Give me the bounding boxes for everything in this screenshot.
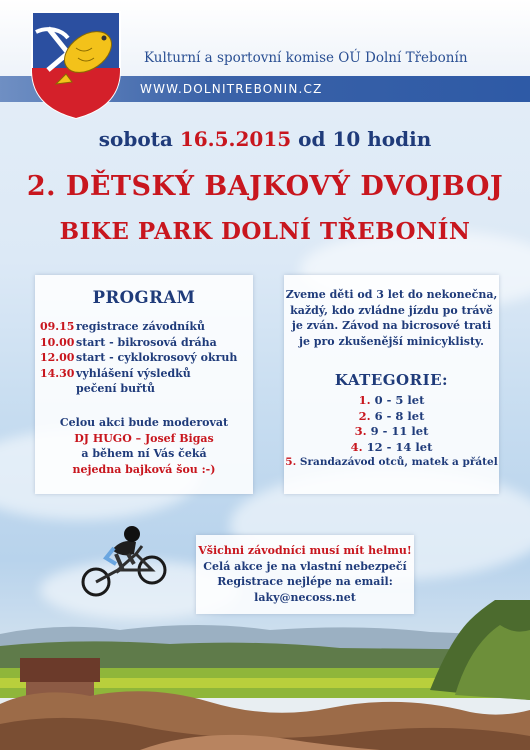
program-panel	[35, 275, 253, 494]
moderator-line: a během ní Vás čeká	[81, 447, 207, 460]
moderator-line: nejedna bajková šou :-)	[72, 462, 216, 476]
invitation-line: je pro zkušenější minicyklisty.	[299, 334, 484, 348]
date-prefix: sobota	[98, 127, 180, 151]
schedule-item	[40, 335, 237, 351]
categories-list	[284, 393, 499, 471]
category-item	[284, 440, 499, 456]
organization-name: Kulturní a sportovní komise OÚ Dolní Třebonín	[144, 50, 468, 66]
schedule-time: 14.30	[40, 366, 75, 380]
schedule-desc: start - cyklokrosový okruh	[76, 351, 238, 364]
date-suffix: od 10 hodin	[291, 127, 432, 151]
invitation-line: je zván. Závod na bicrosové trati	[291, 319, 492, 332]
category-item	[284, 393, 499, 409]
schedule-list	[40, 319, 237, 397]
schedule-item	[40, 350, 237, 366]
event-venue: BIKE PARK DOLNÍ TŘEBONÍN	[59, 218, 471, 245]
category-number: 2.	[358, 408, 371, 423]
registration-email[interactable]: laky@necoss.net	[254, 590, 356, 604]
date-value: 16.5.2015	[179, 127, 292, 151]
schedule-time: 12.00	[40, 351, 75, 364]
moderator-info	[35, 415, 253, 477]
program-heading: PROGRAM	[92, 288, 196, 307]
helmet-warning: Všichni závodníci musí mít helmu!	[198, 544, 412, 557]
invitation-line: každý, kdo zvládne jízdu po trávě	[290, 303, 493, 317]
category-label: 9 - 11 let	[366, 424, 429, 438]
category-item	[284, 409, 499, 425]
registration-info: Registrace nejlépe na email:	[217, 575, 393, 588]
risk-notice: Celá akce je na vlastní nebezpečí	[203, 559, 407, 573]
landscape-background	[0, 600, 530, 750]
schedule-time: 10.00	[40, 335, 75, 349]
category-item	[284, 455, 499, 471]
category-number: 5.	[285, 456, 297, 468]
moderator-name: DJ HUGO – Josef Bigas	[74, 431, 214, 445]
schedule-item	[40, 366, 237, 382]
category-number: 3.	[354, 424, 367, 438]
event-date	[0, 127, 530, 151]
notice-text	[196, 543, 414, 605]
website-url[interactable]: WWW.DOLNITREBONIN.CZ	[140, 82, 323, 96]
category-item	[284, 424, 499, 440]
schedule-item	[40, 319, 237, 335]
schedule-time: 09.15	[40, 320, 75, 333]
category-label: 0 - 5 let	[370, 393, 425, 407]
category-number: 1.	[358, 393, 371, 407]
category-label: Srandazávod otců, matek a přátel	[296, 456, 498, 468]
bmx-rider-image	[76, 520, 176, 600]
event-title: 2. DĚTSKÝ BAJKOVÝ DVOJBOJ	[26, 171, 504, 202]
categories-heading: KATEGORIE:	[334, 371, 449, 389]
category-label: 6 - 8 let	[370, 408, 425, 423]
category-number: 4.	[350, 439, 363, 454]
village-crest-logo	[28, 8, 124, 120]
category-label: 12 - 14 let	[362, 439, 433, 454]
categories-panel	[284, 275, 499, 494]
moderator-line: Celou akci bude moderovat	[59, 416, 229, 429]
invitation-line: Zveme děti od 3 let do nekonečna,	[285, 288, 498, 301]
invitation-text	[284, 287, 499, 349]
schedule-desc: vyhlášení výsledků	[76, 366, 191, 380]
schedule-desc-continued: pečení buřtů	[76, 382, 155, 395]
schedule-desc: registrace závodníků	[76, 320, 205, 333]
schedule-desc: start - bikrosová dráha	[76, 335, 217, 349]
